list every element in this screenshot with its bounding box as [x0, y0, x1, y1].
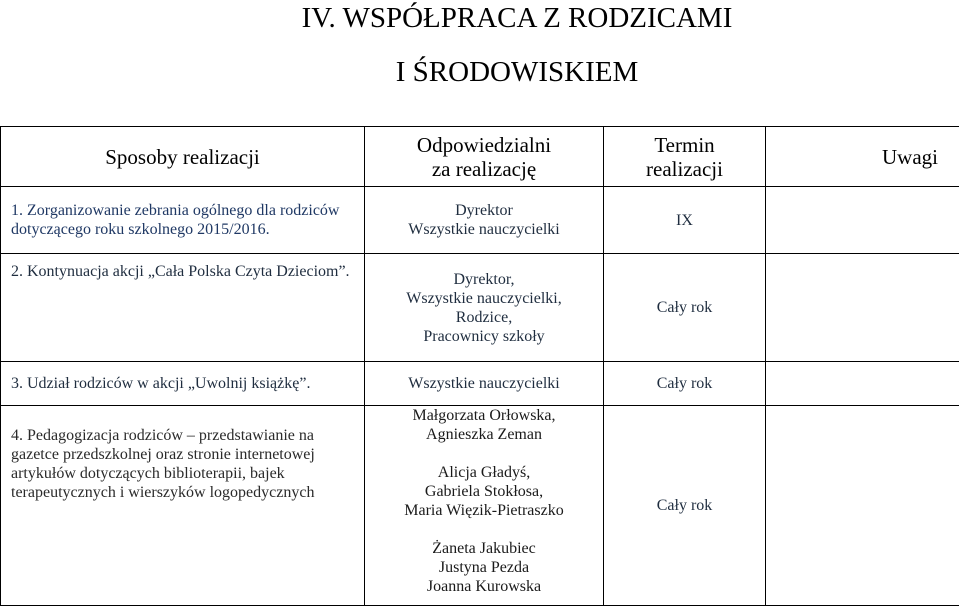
cooperation-table: [0, 126, 959, 606]
row3-responsible: Wszystkie nauczycielki: [365, 362, 604, 406]
row3-notes: [766, 362, 959, 406]
table-row: [1, 187, 959, 254]
row4-responsible: Małgorzata Orłowska, Agnieszka Zeman Alicja Gładyś, Gabriela Stokłosa, Maria Więzik-Pietraszko Żaneta Jakubiec Justyna Pezda Joanna Kurowska: [365, 406, 604, 606]
row3-method: 3. Udział rodziców w akcji „Uwolnij książkę”.: [1, 362, 365, 406]
header-term: Termin realizacji: [604, 127, 766, 187]
table-row: [1, 362, 959, 406]
row2-responsible: Dyrektor, Wszystkie nauczycielki, Rodzice, Pracownicy szkoły: [365, 254, 604, 362]
header-responsible: Odpowiedzialni za realizację: [365, 127, 604, 187]
table-row: [1, 406, 959, 606]
header-notes: Uwagi: [766, 127, 959, 187]
row4-notes: [766, 406, 959, 606]
section-title: IV. WSPÓŁPRACA Z RODZICAMI: [301, 2, 733, 34]
row4-term: Cały rok: [604, 406, 766, 606]
row2-notes: [766, 254, 959, 362]
row1-responsible: Dyrektor Wszystkie nauczycielki: [365, 187, 604, 254]
row1-notes: [766, 187, 959, 254]
section-subtitle: I ŚRODOWISKIEM: [395, 56, 639, 88]
row3-term: Cały rok: [604, 362, 766, 406]
table-row: [1, 254, 959, 362]
row4-method: 4. Pedagogizacja rodziców – przedstawianie na gazetce przedszkolnej oraz stronie internetowej artykułów dotyczących biblioterapii, bajek terapeutycznych i wierszyków logopedycznych: [1, 406, 365, 606]
row2-term: Cały rok: [604, 254, 766, 362]
table-header-row: [1, 127, 959, 187]
row2-method: 2. Kontynuacja akcji „Cała Polska Czyta Dzieciom”.: [1, 254, 365, 362]
row1-term: IX: [604, 187, 766, 254]
row1-method: 1. Zorganizowanie zebrania ogólnego dla rodziców dotyczącego roku szkolnego 2015/2016.: [1, 187, 365, 254]
header-methods: Sposoby realizacji: [1, 127, 365, 187]
